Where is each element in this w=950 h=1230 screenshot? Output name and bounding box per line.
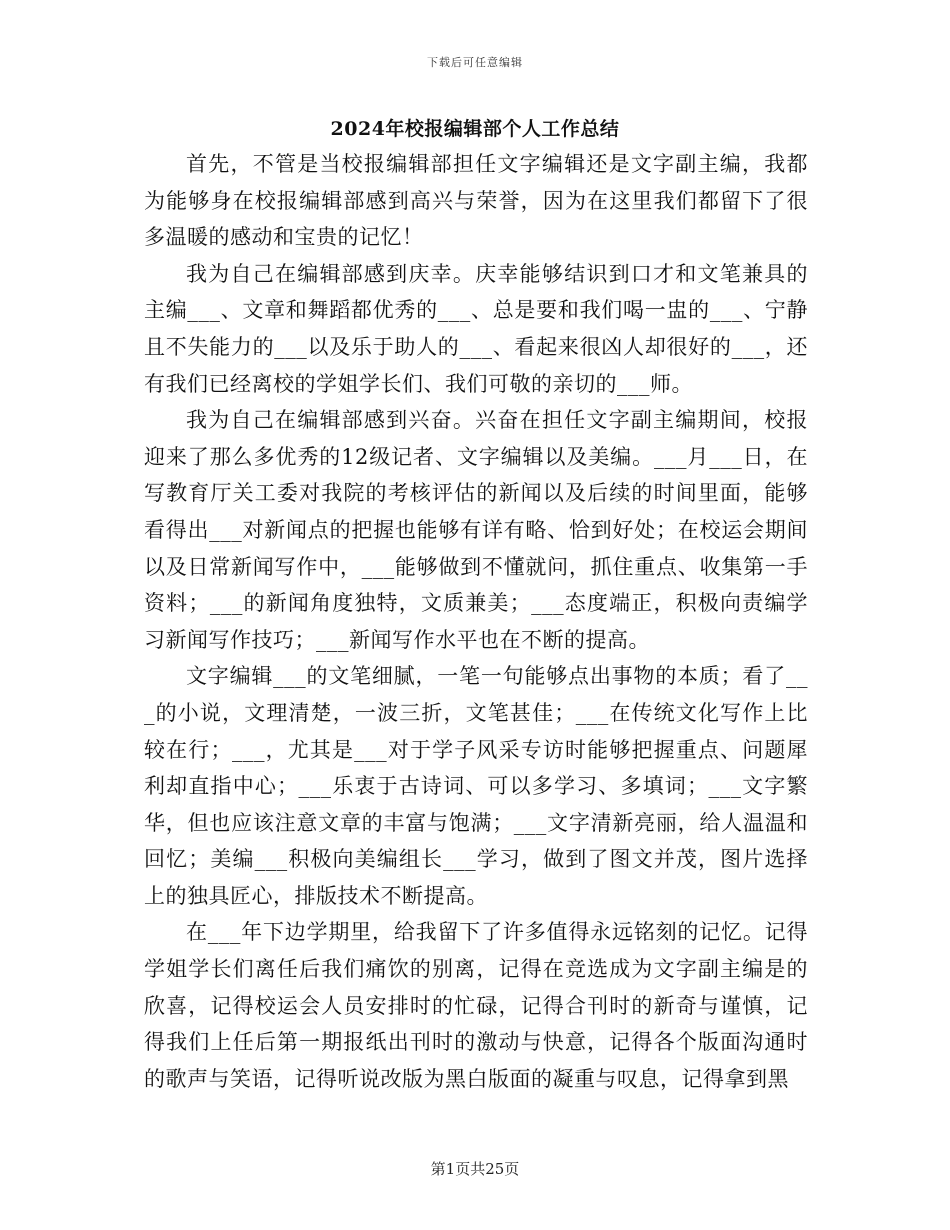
document-body [144, 146, 808, 1097]
paragraph-4: 文字编辑___的文笔细腻，一笔一句能够点出事物的本质；看了___的小说，文理清楚，一波三折，文笔甚佳；___在传统文化写作上比较在行；___，尤其是___对于学子风采专访时能够把握重点、问题犀利却直指中心；___乐衷于古诗词、可以多学习、多填词；___文字繁华，但也应该注意文章的丰富与饱满；___文字清新亮丽，给人温温和回忆；美编___积极向美编组长___学习，做到了图文并茂，图片选择上的独具匠心，排版技术不断提高。 [144, 664, 808, 908]
document-title: 2024年校报编辑部个人工作总结 [330, 118, 620, 140]
paragraph-1: 首先，不管是当校报编辑部担任文字编辑还是文字副主编，我都为能够身在校报编辑部感到高兴与荣誉，因为在这里我们都留下了很多温暖的感动和宝贵的记忆！ [144, 152, 808, 250]
paragraph-5: 在___年下边学期里，给我留下了许多值得永远铭刻的记忆。记得学姐学长们离任后我们痛饮的别离，记得在竞选成为文字副主编是的欣喜，记得校运会人员安排时的忙碌，记得合刊时的新奇与谨慎，记得我们上任后第一期报纸出刊时的激动与快意，记得各个版面沟通时的歌声与笑语，记得听说改版为黑白版面的凝重与叹息，记得拿到黑 [144, 920, 808, 1091]
page-header-note: 下载后可任意编辑 [427, 56, 523, 69]
paragraph-3: 我为自己在编辑部感到兴奋。兴奋在担任文字副主编期间，校报迎来了那么多优秀的12级记者、文字编辑以及美编。___月___日，在写教育厅关工委对我院的考核评估的新闻以及后续的时间里面，能够看得出___对新闻点的把握也能够有详有略、恰到好处；在校运会期间以及日常新闻写作中，___能够做到不懂就问，抓住重点、收集第一手资料；___的新闻角度独特，文质兼美；___态度端正，积极向责编学习新闻写作技巧；___新闻写作水平也在不断的提高。 [144, 408, 808, 652]
paragraph-2: 我为自己在编辑部感到庆幸。庆幸能够结识到口才和文笔兼具的主编___、文章和舞蹈都优秀的___、总是要和我们喝一盅的___、宁静且不失能力的___以及乐于助人的___、看起来很凶人却很好的___，还有我们已经离校的学姐学长们、我们可敬的亲切的___师。 [144, 261, 808, 396]
page-number-footer: 第1页共25页 [430, 1160, 520, 1178]
